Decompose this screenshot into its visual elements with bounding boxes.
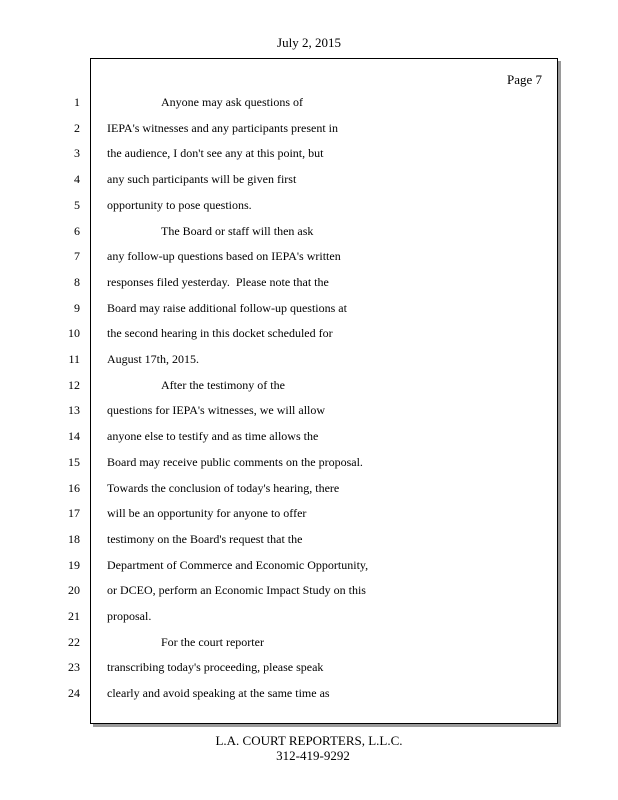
line-number: 21 (68, 609, 80, 623)
transcript-line: anyone else to testify and as time allows the (107, 429, 319, 443)
line-number: 17 (68, 506, 80, 520)
footer-company: L.A. COURT REPORTERS, L.L.C. (215, 733, 403, 748)
transcript-line: or DCEO, perform an Economic Impact Study on this (107, 583, 366, 597)
transcript-body (107, 0, 547, 800)
transcript-line: the audience, I don't see any at this point, but (107, 146, 324, 160)
transcript-line: responses filed yesterday. Please note that the (107, 275, 329, 289)
line-number: 5 (74, 198, 80, 212)
line-number: 8 (74, 275, 80, 289)
transcript-line: any follow-up questions based on IEPA's written (107, 249, 341, 263)
line-number: 12 (68, 378, 80, 392)
transcript-line: The Board or staff will then ask (161, 224, 314, 238)
page-number: Page 7 (506, 72, 542, 87)
transcript-line: questions for IEPA's witnesses, we will allow (107, 403, 326, 417)
line-number: 6 (74, 224, 80, 238)
transcript-line: For the court reporter (161, 635, 264, 649)
footer (0, 733, 618, 763)
line-number: 3 (74, 146, 80, 160)
line-number: 7 (74, 249, 80, 263)
transcript-line: the second hearing in this docket scheduled for (107, 326, 333, 340)
date-header: July 2, 2015 (277, 35, 341, 50)
transcript-line: August 17th, 2015. (107, 352, 200, 366)
line-number: 14 (68, 429, 80, 443)
line-number: 23 (68, 660, 80, 674)
line-number: 2 (74, 121, 80, 135)
line-number: 22 (68, 635, 80, 649)
line-number: 10 (68, 326, 80, 340)
transcript-line: testimony on the Board's request that the (107, 532, 303, 546)
footer-phone: 312-419-9292 (276, 748, 350, 763)
transcript-line: Department of Commerce and Economic Opportunity, (107, 558, 369, 572)
transcript-line: transcribing today's proceeding, please speak (107, 660, 324, 674)
transcript-line: opportunity to pose questions. (107, 198, 252, 212)
transcript-line: Board may raise additional follow-up questions at (107, 301, 347, 315)
line-number: 4 (74, 172, 80, 186)
line-number: 19 (68, 558, 80, 572)
line-number: 11 (68, 352, 80, 366)
transcript-line: any such participants will be given first (107, 172, 297, 186)
transcript-line: Board may receive public comments on the proposal. (107, 455, 363, 469)
transcript-line: proposal. (107, 609, 152, 623)
transcript-line: After the testimony of the (161, 378, 285, 392)
transcript-line: will be an opportunity for anyone to offer (107, 506, 307, 520)
line-number: 24 (68, 686, 80, 700)
line-number: 15 (68, 455, 80, 469)
line-number: 1 (74, 95, 80, 109)
line-number-column (0, 0, 90, 800)
line-number: 13 (68, 403, 80, 417)
line-number: 18 (68, 532, 80, 546)
line-number: 9 (74, 301, 80, 315)
line-number: 20 (68, 583, 80, 597)
transcript-line: IEPA's witnesses and any participants present in (107, 121, 339, 135)
transcript-line: clearly and avoid speaking at the same time as (107, 686, 330, 700)
transcript-line: Towards the conclusion of today's hearing, there (107, 481, 340, 495)
line-number: 16 (68, 481, 80, 495)
transcript-line: Anyone may ask questions of (161, 95, 303, 109)
